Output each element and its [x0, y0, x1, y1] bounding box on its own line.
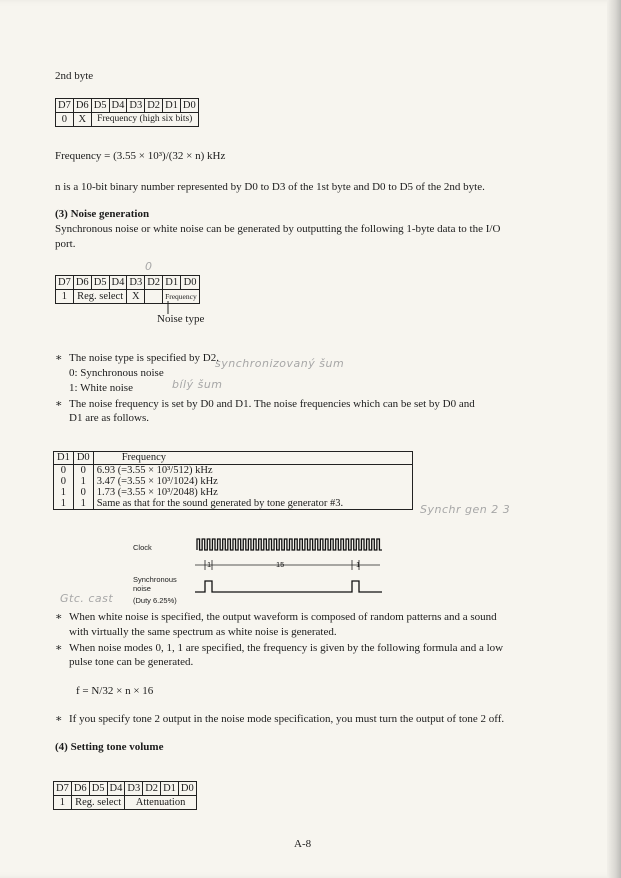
reg-select-cell: Reg. select [73, 290, 127, 304]
bullet-noise-frequency-line-2: D1 are as follows. [69, 412, 150, 424]
clock-label: Clock [133, 543, 152, 552]
bit-cell: D2 [145, 276, 163, 290]
bit-cell: D6 [73, 276, 91, 290]
bit-cell: D7 [56, 99, 74, 113]
noise-frequency-table [53, 451, 413, 510]
cell-d1: 0 [60, 476, 67, 487]
table-row [54, 796, 197, 810]
bullet-noise-modes-line-1: When noise modes 0, 1, 1 are specified, the frequency is given by the following formula and a low [69, 642, 504, 654]
reg-select-cell: Reg. select [71, 796, 125, 810]
table-header-row [56, 276, 200, 290]
sync-noise-duty-label: (Duty 6.25%) [133, 596, 177, 605]
bit-cell: X [127, 290, 145, 304]
noise-type-label: Noise type [157, 313, 205, 325]
bit-cell: 1 [56, 290, 74, 304]
timing-diagram [192, 536, 392, 606]
sync-noise-label-1: Synchronous [133, 575, 177, 584]
cell-d0: 0 [73, 465, 93, 477]
cell-frequency: 3.47 (=3.55 × 10³/1024) kHz [93, 476, 412, 487]
header-frequency: Frequency [93, 452, 412, 465]
cell-frequency: 6.93 (=3.55 × 10³/512) kHz [93, 465, 412, 477]
n-description: n is a 10-bit binary number represented by D0 to D3 of the 1st byte and D0 to D5 of the 2nd byte. [55, 181, 485, 193]
attenuation-cell: Attenuation [125, 796, 196, 810]
volume-table [53, 781, 197, 810]
bit-cell: D7 [56, 276, 74, 290]
bullet-noise-modes-line-2: pulse tone can be generated. [69, 656, 194, 668]
bit-cell: D1 [161, 782, 179, 796]
frequency-formula: Frequency = (3.55 × 10³)/(32 × n) kHz [55, 150, 226, 162]
cell-frequency: Same as that for the sound generated by tone generator #3. [93, 498, 412, 510]
frequency-bits-cell: Frequency [163, 290, 200, 304]
table-row [56, 113, 199, 127]
bit-cell: 0 [56, 113, 74, 127]
bit-cell: D3 [127, 99, 145, 113]
bullet-white-noise-line-1: When white noise is specified, the output waveform is composed of random patterns and a sound [69, 611, 497, 623]
bit-cell: D0 [181, 276, 199, 290]
bit-cell: D5 [91, 99, 109, 113]
bit-cell: D0 [178, 782, 196, 796]
sync-noise-label-2: noise [133, 584, 151, 593]
bullet-icon: ∗ [55, 611, 63, 623]
header-d0: D0 [73, 452, 93, 465]
handwritten-note-white: bílý šum [172, 378, 223, 391]
bullet-icon: ∗ [55, 713, 63, 725]
handwritten-note-synchronous: synchronizovaný šum [215, 357, 345, 370]
frequency-field-cell: Frequency (high six bits) [91, 113, 198, 127]
noise-section-heading: (3) Noise generation [55, 208, 150, 220]
bullet-noise-type: The noise type is specified by D2. [69, 352, 219, 364]
bit-cell: D3 [127, 276, 145, 290]
bit-cell: D0 [180, 99, 198, 113]
cell-d1: 1 [60, 487, 67, 498]
bullet-icon: ∗ [55, 642, 63, 654]
bit-cell: D1 [163, 276, 181, 290]
mark-15-label: 15 [276, 560, 285, 569]
low-pulse-formula: f = N/32 × n × 16 [76, 685, 154, 697]
bit-cell: D6 [71, 782, 89, 796]
header-d1: D1 [54, 452, 74, 465]
cell-frequency: 1.73 (=3.55 × 10³/2048) kHz [93, 487, 412, 498]
bit-cell: D4 [107, 782, 125, 796]
bit-cell: D5 [89, 782, 107, 796]
bullet-icon: ∗ [55, 352, 63, 364]
handwritten-zero: 0 [145, 260, 153, 273]
noise-table [55, 275, 200, 304]
table-header-row [56, 99, 199, 113]
bit-cell: X [73, 113, 91, 127]
page-edge-shadow [607, 0, 621, 878]
mark-1-label: 1 [207, 560, 212, 569]
clock-waveform [197, 539, 382, 550]
bit-cell: D2 [145, 99, 163, 113]
handwritten-note-left: Gtc. cast [60, 592, 114, 605]
bit-cell: 1 [54, 796, 72, 810]
table-row [54, 487, 413, 498]
volume-section-heading: (4) Setting tone volume [55, 741, 164, 753]
cell-d0: 0 [73, 487, 93, 498]
sync-noise-waveform [195, 581, 382, 592]
bit-cell: D1 [163, 99, 181, 113]
table-row [54, 465, 413, 477]
table-row [54, 476, 413, 487]
bit-cell: D4 [109, 99, 127, 113]
table-header-row [54, 452, 413, 465]
bit-cell: D6 [73, 99, 91, 113]
cell-d0: 1 [73, 476, 93, 487]
page-number: A-8 [294, 838, 312, 850]
bit-cell: D7 [54, 782, 72, 796]
noise-intro-line-2: port. [55, 238, 76, 250]
table-row [54, 498, 413, 510]
second-byte-heading: 2nd byte [55, 70, 94, 82]
bullet-white-noise-line-2: with virtually the same spectrum as white noise is generated. [69, 626, 337, 638]
noise-intro-line-1: Synchronous noise or white noise can be generated by outputting the following 1-byte data to the I/O [55, 223, 501, 235]
bullet-tone2-off: If you specify tone 2 output in the noise mode specification, you must turn the output of tone 2 off. [69, 713, 505, 725]
noise-type-option-0: 0: Synchronous noise [69, 367, 164, 379]
bit-cell: D4 [109, 276, 127, 290]
bullet-icon: ∗ [55, 398, 63, 410]
noise-type-option-1: 1: White noise [69, 382, 133, 394]
bullet-noise-frequency-line-1: The noise frequency is set by D0 and D1. The noise frequencies which can be set by D0 and [69, 398, 475, 410]
cell-d0: 1 [73, 498, 93, 510]
cell-d1: 1 [60, 498, 67, 509]
mark-1b-label: 1 [356, 560, 361, 569]
bit-cell: D5 [91, 276, 109, 290]
second-byte-table [55, 98, 199, 127]
table-header-row [54, 782, 197, 796]
cell-d1: 0 [60, 465, 67, 476]
bit-cell: D2 [143, 782, 161, 796]
handwritten-note-generator: Synchr gen 2 3 [420, 503, 511, 516]
bit-cell: D3 [125, 782, 143, 796]
